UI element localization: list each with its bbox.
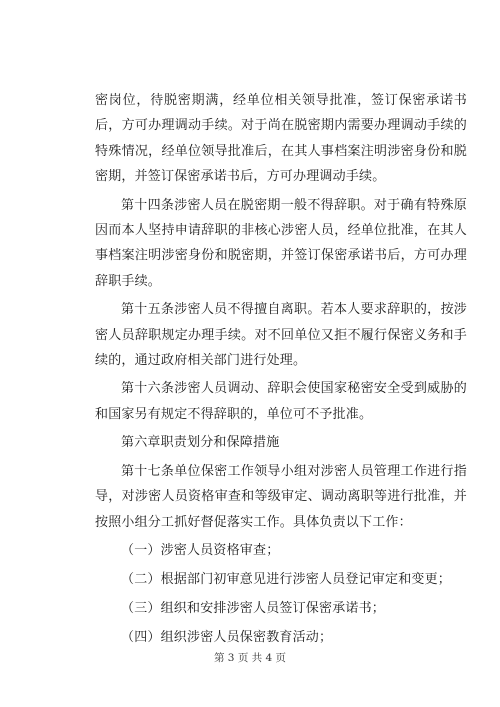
paragraph-article-17: 第十七条单位保密工作领导小组对涉密人员管理工作进行指导，对涉密人员资格审查和等级审定、调动离职等进行批准，并按照小组分工抓好督促落实工作。具体负责以下工作： [95,463,467,530]
list-item: （三）组织和安排涉密人员签订保密承诺书； [121,600,386,616]
list-item: （一）涉密人员资格审查； [121,542,280,558]
page-number: 第 3 页 共 4 页 [213,652,287,664]
document-body [95,88,467,654]
paragraph-article-14: 第十四条涉密人员在脱密期一般不得辞职。对于确有特殊原因而本人坚持申请辞职的非核心涉密人员，经单位批准，在其人事档案注明涉密身份和脱密期，并签订保密承诺书后，方可办理辞职手续。 [95,197,467,289]
chapter-heading: 第六章职责划分和保障措施 [121,435,280,451]
paragraph-article-15: 第十五条涉密人员不得擅自离职。若本人要求辞职的，按涉密人员辞职规定办理手续。对不回单位又拒不履行保密义务和手续的，通过政府相关部门进行处理。 [95,302,467,369]
paragraph-article-16: 第十六条涉密人员调动、辞职会使国家秘密安全受到威胁的和国家另有规定不得辞职的，单位可不予批准。 [95,381,467,422]
list-item: （四）组织涉密人员保密教育活动； [121,629,333,645]
paragraph-continuation: 密岗位，待脱密期满，经单位相关领导批准，签订保密承诺书后，方可办理调动手续。对于尚在脱密期内需要办理调动手续的特殊情况，经单位领导批准后，在其人事档案注明涉密身份和脱密期，并签订保密承诺书后，方可办理调动手续。 [95,93,467,185]
list-item: （二）根据部门初审意见进行涉密人员登记审定和变更； [121,571,452,587]
